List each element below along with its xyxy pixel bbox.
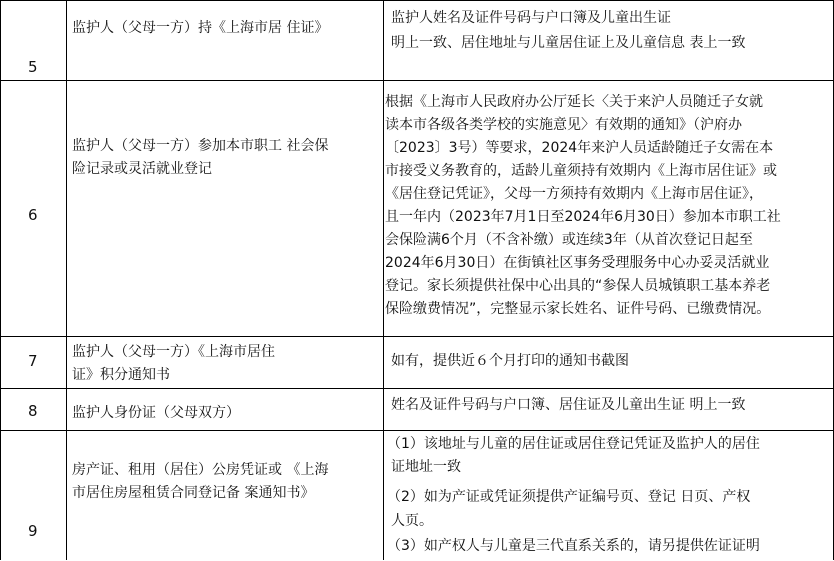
item-text-line: 监护人（父母一方）参加本市职工 社会保 xyxy=(72,138,329,154)
description-text-line: 且一年内（2023年7月1日至2024年6月30日）参加本市职工社 xyxy=(385,209,781,225)
description-text-line: 保险缴费情况”，完整显示家长姓名、证件号码、已缴费情况。 xyxy=(385,301,771,317)
column-divider xyxy=(383,0,384,560)
description-text-line: 〔2023〕3号）等要求，2024年来沪人员适龄随迁子女需在本 xyxy=(385,140,774,156)
description-text-line: 市接受义务教育的，适龄儿童须持有效期内《上海市居住证》或 xyxy=(385,163,777,179)
row-number: 9 xyxy=(28,522,38,540)
item-text-line: 监护人（父母一方）《上海市居住 xyxy=(72,344,275,360)
row-number: 6 xyxy=(28,206,38,224)
row-number: 5 xyxy=(28,58,38,76)
description-text-line: 根据《上海市人民政府办公厅延长〈关于来沪人员随迁子女就 xyxy=(385,94,763,110)
row-number-cell xyxy=(0,337,66,389)
item-cell xyxy=(66,1,383,81)
row-number-cell xyxy=(0,1,66,81)
description-text-line: 监护人姓名及证件号码与户口簿及儿童出生证 xyxy=(391,10,671,26)
table-row xyxy=(0,0,834,80)
description-text-line: 姓名及证件号码与户口簿、居住证及儿童出生证 明上一致 xyxy=(391,397,746,413)
table-row xyxy=(0,430,834,560)
description-text-line: 《居住登记凭证》，父母一方须持有效期内《上海市居住证》， xyxy=(385,186,763,202)
description-text-line: （2）如为产证或凭证须提供产证编号页、登记 日页、产权 xyxy=(387,489,751,505)
item-text-line: 市居住房屋租赁合同登记备 案通知书》 xyxy=(72,485,315,501)
description-text-line: （1）该地址与儿童的居住证或居住登记凭证及监护人的居住 xyxy=(387,436,760,452)
item-text-line: 房产证、租用（居住）公房凭证或 《上海 xyxy=(72,462,329,478)
column-divider xyxy=(0,0,1,560)
description-text-line: 2024年6月30日）在街镇社区事务受理服务中心办妥灵活就业 xyxy=(385,255,770,271)
item-cell xyxy=(66,337,383,389)
item-cell xyxy=(66,389,383,431)
item-text-line: 险记录或灵活就业登记 xyxy=(72,161,212,177)
description-text-line: 读本市各级各类学校的实施意见〉有效期的通知》（沪府办 xyxy=(385,117,742,133)
item-text-line: 证》积分通知书 xyxy=(72,367,170,383)
description-text-line: （3）如产权人与儿童是三代直系关系的，请另提供佐证证明 xyxy=(387,538,760,554)
description-text-line: 如有，提供近６个月打印的通知书截图 xyxy=(391,353,629,369)
item-cell xyxy=(66,431,383,561)
table-row xyxy=(0,388,834,430)
column-divider xyxy=(66,0,67,560)
item-text-line: 监护人（父母一方）持《上海市居 住证》 xyxy=(72,20,329,36)
row-number: 8 xyxy=(28,402,38,420)
description-cell xyxy=(383,337,834,389)
table-row xyxy=(0,80,834,336)
description-cell xyxy=(383,431,834,561)
row-number: 7 xyxy=(28,352,38,370)
description-cell xyxy=(383,81,834,337)
description-cell xyxy=(383,389,834,431)
row-number-cell xyxy=(0,431,66,561)
description-text-line: 会保险满6个月（不含补缴）或连续3年（从首次登记日起至 xyxy=(385,232,753,248)
table-row xyxy=(0,336,834,388)
row-number-cell xyxy=(0,389,66,431)
description-text-line: 明上一致、居住地址与儿童居住证上及儿童信息 表上一致 xyxy=(391,35,746,51)
description-text-line: 人页。 xyxy=(391,513,433,529)
description-text-line: 登记。家长须提供社保中心出具的“参保人员城镇职工基本养老 xyxy=(385,278,771,294)
item-text-line: 监护人身份证（父母双方） xyxy=(72,405,240,421)
description-text-line: 证地址一致 xyxy=(391,459,461,475)
row-number-cell xyxy=(0,81,66,337)
description-cell xyxy=(383,1,834,81)
item-cell xyxy=(66,81,383,337)
